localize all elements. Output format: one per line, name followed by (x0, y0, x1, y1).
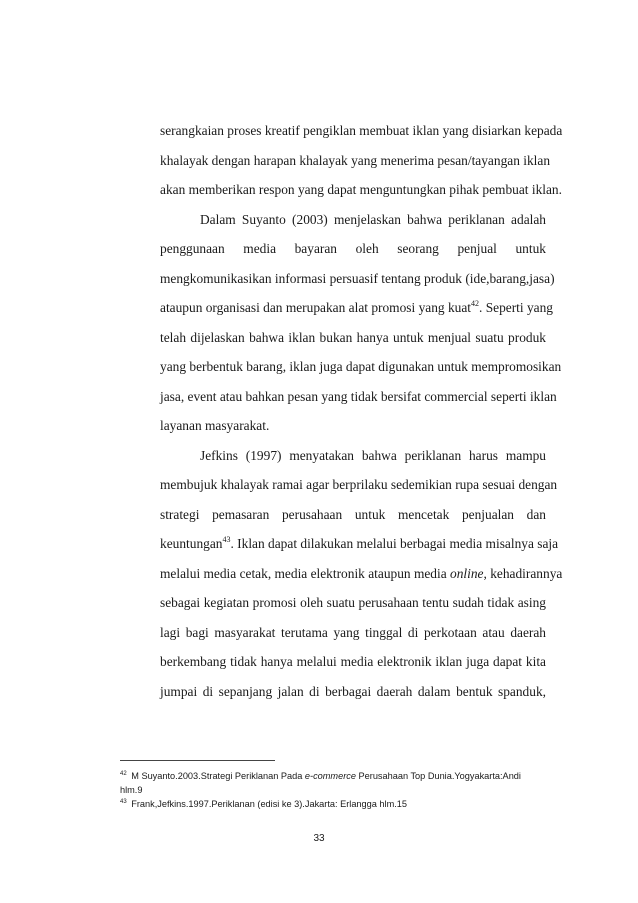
paragraph-3-line-2: membujuk khalayak ramai agar berprilaku sedemikian rupa sesuai dengan (160, 477, 558, 492)
paragraph-2-line-6: yang berbentuk barang, iklan juga dapat digunakan untuk mempromosikan (160, 359, 562, 374)
footnote-42 (120, 769, 560, 783)
paragraph-1-line-3: akan memberikan respon yang dapat menguntungkan pihak pembuat iklan. (160, 182, 562, 197)
line-text: melalui media cetak, media elektronik ataupun media (160, 565, 451, 581)
footnote-ref-43: 43 (222, 535, 231, 544)
footnote-ref-42: 42 (471, 299, 479, 308)
line-text: ataupun organisasi dan merupakan alat promosi yang kuat (160, 300, 471, 315)
footnote-number: 43 (120, 799, 127, 805)
line-text: . Iklan dapat dilakukan melalui berbagai media misalnya saja (230, 536, 559, 551)
line-text: . Seperti yang (479, 300, 554, 315)
footnote-italic: e-commerce (304, 771, 356, 781)
footnote-divider (120, 760, 275, 761)
paragraph-1-line-1: serangkaian proses kreatif pengiklan membuat iklan yang disiarkan kepada (160, 123, 563, 138)
paragraph-2-line-4 (160, 298, 554, 318)
paragraph-3-line-7: lagi bagi masyarakat terutama yang tinggal di perkotaan atau daerah (160, 624, 546, 640)
paragraph-3-line-4 (160, 534, 559, 554)
footnote-text: Frank,Jefkins.1997.Periklanan (edisi ke 3).Jakarta: Erlangga hlm.15 (128, 799, 408, 809)
line-text: keuntungan (160, 536, 223, 551)
footnote-number: 42 (120, 771, 127, 777)
paragraph-1-line-2: khalayak dengan harapan khalayak yang menerima pesan/tayangan iklan (160, 152, 551, 168)
italic-term: online (450, 565, 484, 581)
paragraph-3-line-8: berkembang tidak hanya melalui media elektronik iklan juga dapat kita (160, 654, 546, 669)
paragraph-2-line-7: jasa, event atau bahkan pesan yang tidak bersifat commercial seperti iklan (160, 388, 557, 404)
footnote-43 (120, 797, 560, 811)
paragraph-2-line-2: penggunaan media bayaran oleh seorang penjual untuk (160, 241, 546, 256)
line-text: , kehadirannya (483, 565, 563, 581)
paragraph-3-line-9: jumpai di sepanjang jalan di berbagai daerah dalam bentuk spanduk, (160, 683, 546, 699)
footnote-text: M Suyanto.2003.Strategi Periklanan Pada (128, 771, 305, 781)
paragraph-2-line-3: mengkomunikasikan informasi persuasif tentang produk (ide,barang,jasa) (160, 270, 555, 286)
paragraph-3-line-3: strategi pemasaran perusahaan untuk mencetak penjualan dan (160, 506, 546, 522)
paragraph-3-line-5 (160, 564, 563, 584)
paragraph-2-line-8: layanan masyarakat. (160, 418, 270, 433)
footnotes (120, 769, 560, 811)
page-number: 33 (313, 833, 325, 844)
paragraph-3-line-1: Jefkins (1997) menyatakan bahwa periklanan harus mampu (200, 447, 546, 463)
footnote-text: Perusahaan Top Dunia.Yogyakarta:Andi (355, 771, 521, 781)
footnote-42-continuation: hlm.9 (120, 785, 143, 795)
paragraph-2-line-1: Dalam Suyanto (2003) menjelaskan bahwa periklanan adalah (200, 211, 546, 227)
paragraph-2-line-5: telah dijelaskan bahwa iklan bukan hanya untuk menjual suatu produk (160, 329, 546, 345)
body-text (160, 121, 563, 711)
paragraph-3-line-6: sebagai kegiatan promosi oleh suatu perusahaan tentu sudah tidak asing (160, 595, 546, 610)
